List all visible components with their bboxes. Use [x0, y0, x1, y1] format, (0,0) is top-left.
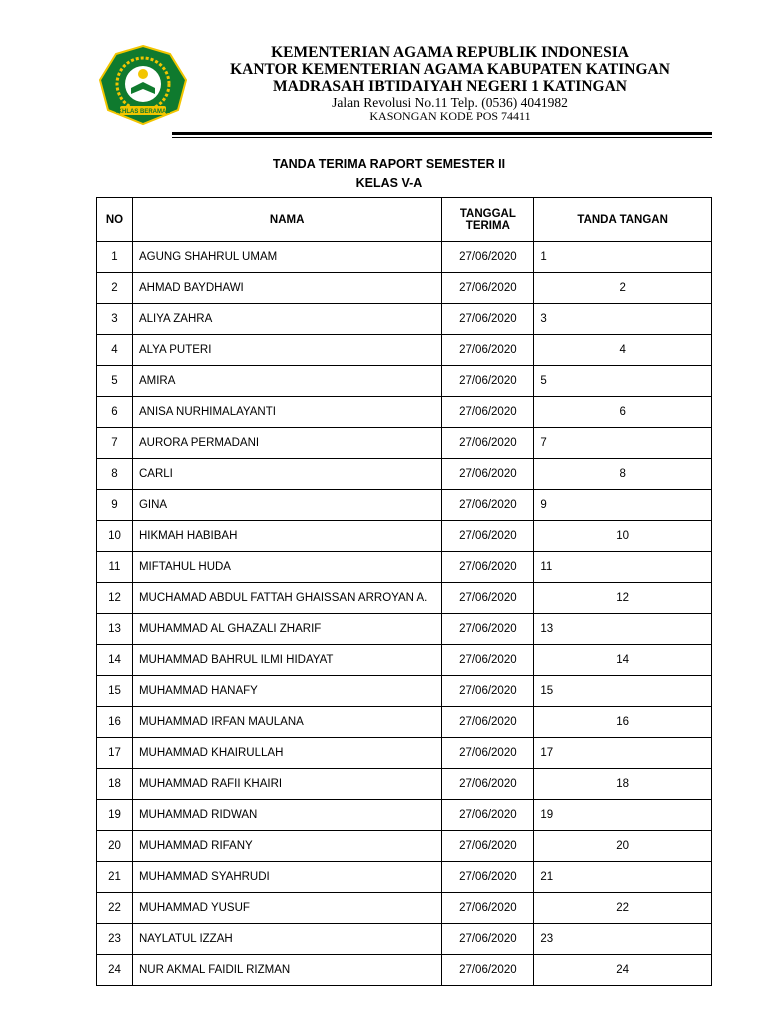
table-row: [97, 428, 712, 459]
row-number: 13: [97, 614, 133, 645]
receipt-date: 27/06/2020: [442, 645, 534, 676]
table-row: [97, 924, 712, 955]
signature-cell: 4: [534, 335, 712, 366]
row-number: 19: [97, 800, 133, 831]
header-nama: NAMA: [132, 198, 441, 242]
signature-cell: 16: [534, 707, 712, 738]
receipt-date: 27/06/2020: [442, 552, 534, 583]
student-name: MUCHAMAD ABDUL FATTAH GHAISSAN ARROYAN A.: [132, 583, 441, 614]
student-name: MUHAMMAD AL GHAZALI ZHARIF: [132, 614, 441, 645]
row-number: 6: [97, 397, 133, 428]
signature-cell: 20: [534, 831, 712, 862]
student-name: ALYA PUTERI: [132, 335, 441, 366]
signature-cell: 23: [534, 924, 712, 955]
row-number: 10: [97, 521, 133, 552]
receipt-date: 27/06/2020: [442, 769, 534, 800]
signature-cell: 22: [534, 893, 712, 924]
row-number: 4: [97, 335, 133, 366]
student-name: MUHAMMAD RAFII KHAIRI: [132, 769, 441, 800]
receipt-date: 27/06/2020: [442, 924, 534, 955]
receipt-date: 27/06/2020: [442, 397, 534, 428]
header-divider-thick: [172, 132, 712, 135]
receipt-date: 27/06/2020: [442, 273, 534, 304]
student-name: NAYLATUL IZZAH: [132, 924, 441, 955]
signature-cell: 15: [534, 676, 712, 707]
receipt-date: 27/06/2020: [442, 490, 534, 521]
header-tanggal: [442, 198, 534, 242]
row-number: 7: [97, 428, 133, 459]
student-name: AMIRA: [132, 366, 441, 397]
header-tanggal-line1: TANGGAL: [459, 207, 516, 220]
student-name: AGUNG SHAHRUL UMAM: [132, 242, 441, 273]
receipt-date: 27/06/2020: [442, 955, 534, 986]
row-number: 12: [97, 583, 133, 614]
signature-cell: 1: [534, 242, 712, 273]
table-row: [97, 304, 712, 335]
row-number: 21: [97, 862, 133, 893]
receipt-date: 27/06/2020: [442, 335, 534, 366]
signature-cell: 6: [534, 397, 712, 428]
signature-cell: 18: [534, 769, 712, 800]
signature-cell: 17: [534, 738, 712, 769]
table-row: [97, 769, 712, 800]
student-name: ANISA NURHIMALAYANTI: [132, 397, 441, 428]
row-number: 3: [97, 304, 133, 335]
row-number: 2: [97, 273, 133, 304]
signature-cell: 3: [534, 304, 712, 335]
table-row: [97, 397, 712, 428]
table-row: [97, 645, 712, 676]
header-address: Jalan Revolusi No.11 Telp. (0536) 4041982: [332, 95, 568, 110]
table-row: [97, 583, 712, 614]
row-number: 5: [97, 366, 133, 397]
receipt-date: 27/06/2020: [442, 242, 534, 273]
signature-cell: 5: [534, 366, 712, 397]
signature-cell: 8: [534, 459, 712, 490]
student-name: HIKMAH HABIBAH: [132, 521, 441, 552]
table-row: [97, 862, 712, 893]
document-title: TANDA TERIMA RAPORT SEMESTER II: [272, 157, 506, 171]
signature-cell: 10: [534, 521, 712, 552]
table-row: [97, 614, 712, 645]
letterhead: [200, 44, 700, 123]
receipt-date: 27/06/2020: [442, 304, 534, 335]
row-number: 9: [97, 490, 133, 521]
table-row: [97, 242, 712, 273]
header-tanggal-line2: TERIMA: [465, 219, 510, 232]
row-number: 22: [97, 893, 133, 924]
signature-cell: 7: [534, 428, 712, 459]
table-row: [97, 893, 712, 924]
table-row: [97, 273, 712, 304]
row-number: 15: [97, 676, 133, 707]
row-number: 14: [97, 645, 133, 676]
row-number: 23: [97, 924, 133, 955]
row-number: 16: [97, 707, 133, 738]
receipt-date: 27/06/2020: [442, 428, 534, 459]
table-row: [97, 800, 712, 831]
table-row: [97, 366, 712, 397]
student-name: GINA: [132, 490, 441, 521]
signature-cell: 9: [534, 490, 712, 521]
table-row: [97, 459, 712, 490]
student-name: MUHAMMAD HANAFY: [132, 676, 441, 707]
header-line-3: MADRASAH IBTIDAIYAH NEGERI 1 KATINGAN: [273, 78, 627, 95]
signature-cell: 21: [534, 862, 712, 893]
receipt-date: 27/06/2020: [442, 800, 534, 831]
signature-cell: 14: [534, 645, 712, 676]
student-name: AURORA PERMADANI: [132, 428, 441, 459]
signature-cell: 2: [534, 273, 712, 304]
ministry-logo-icon: [96, 44, 190, 126]
student-name: ALIYA ZAHRA: [132, 304, 441, 335]
row-number: 20: [97, 831, 133, 862]
student-name: MUHAMMAD BAHRUL ILMI HIDAYAT: [132, 645, 441, 676]
header-tanda-tangan: TANDA TANGAN: [534, 198, 712, 242]
table-row: [97, 521, 712, 552]
table-row: [97, 831, 712, 862]
receipt-date: 27/06/2020: [442, 583, 534, 614]
student-name: NUR AKMAL FAIDIL RIZMAN: [132, 955, 441, 986]
receipt-date: 27/06/2020: [442, 738, 534, 769]
row-number: 11: [97, 552, 133, 583]
receipt-date: 27/06/2020: [442, 676, 534, 707]
receipt-date: 27/06/2020: [442, 893, 534, 924]
row-number: 18: [97, 769, 133, 800]
header-divider-thin: [172, 137, 712, 138]
receipt-table: [96, 197, 712, 986]
student-name: MUHAMMAD RIDWAN: [132, 800, 441, 831]
table-row: [97, 552, 712, 583]
signature-cell: 13: [534, 614, 712, 645]
student-name: MUHAMMAD YUSUF: [132, 893, 441, 924]
row-number: 24: [97, 955, 133, 986]
student-name: MIFTAHUL HUDA: [132, 552, 441, 583]
class-title: KELAS V-A: [355, 176, 423, 190]
receipt-date: 27/06/2020: [442, 459, 534, 490]
signature-cell: 12: [534, 583, 712, 614]
header-line-1: KEMENTERIAN AGAMA REPUBLIK INDONESIA: [271, 44, 629, 61]
receipt-date: 27/06/2020: [442, 707, 534, 738]
row-number: 8: [97, 459, 133, 490]
receipt-date: 27/06/2020: [442, 862, 534, 893]
table-row: [97, 676, 712, 707]
logo-text: IKHLAS BERAMAL: [116, 109, 170, 115]
receipt-date: 27/06/2020: [442, 366, 534, 397]
receipt-date: 27/06/2020: [442, 831, 534, 862]
table-row: [97, 490, 712, 521]
table-row: [97, 738, 712, 769]
student-name: MUHAMMAD KHAIRULLAH: [132, 738, 441, 769]
header-line-2: KANTOR KEMENTERIAN AGAMA KABUPATEN KATINGAN: [230, 61, 670, 78]
header-postcode: KASONGAN KODE POS 74411: [369, 109, 531, 123]
student-name: MUHAMMAD RIFANY: [132, 831, 441, 862]
student-name: MUHAMMAD SYAHRUDI: [132, 862, 441, 893]
student-name: AHMAD BAYDHAWI: [132, 273, 441, 304]
signature-cell: 19: [534, 800, 712, 831]
student-name: MUHAMMAD IRFAN MAULANA: [132, 707, 441, 738]
student-name: CARLI: [132, 459, 441, 490]
signature-cell: 24: [534, 955, 712, 986]
header-no: NO: [97, 198, 133, 242]
table-row: [97, 335, 712, 366]
row-number: 17: [97, 738, 133, 769]
receipt-date: 27/06/2020: [442, 614, 534, 645]
table-row: [97, 707, 712, 738]
receipt-date: 27/06/2020: [442, 521, 534, 552]
row-number: 1: [97, 242, 133, 273]
signature-cell: 11: [534, 552, 712, 583]
table-header-row: [97, 198, 712, 242]
table-row: [97, 955, 712, 986]
